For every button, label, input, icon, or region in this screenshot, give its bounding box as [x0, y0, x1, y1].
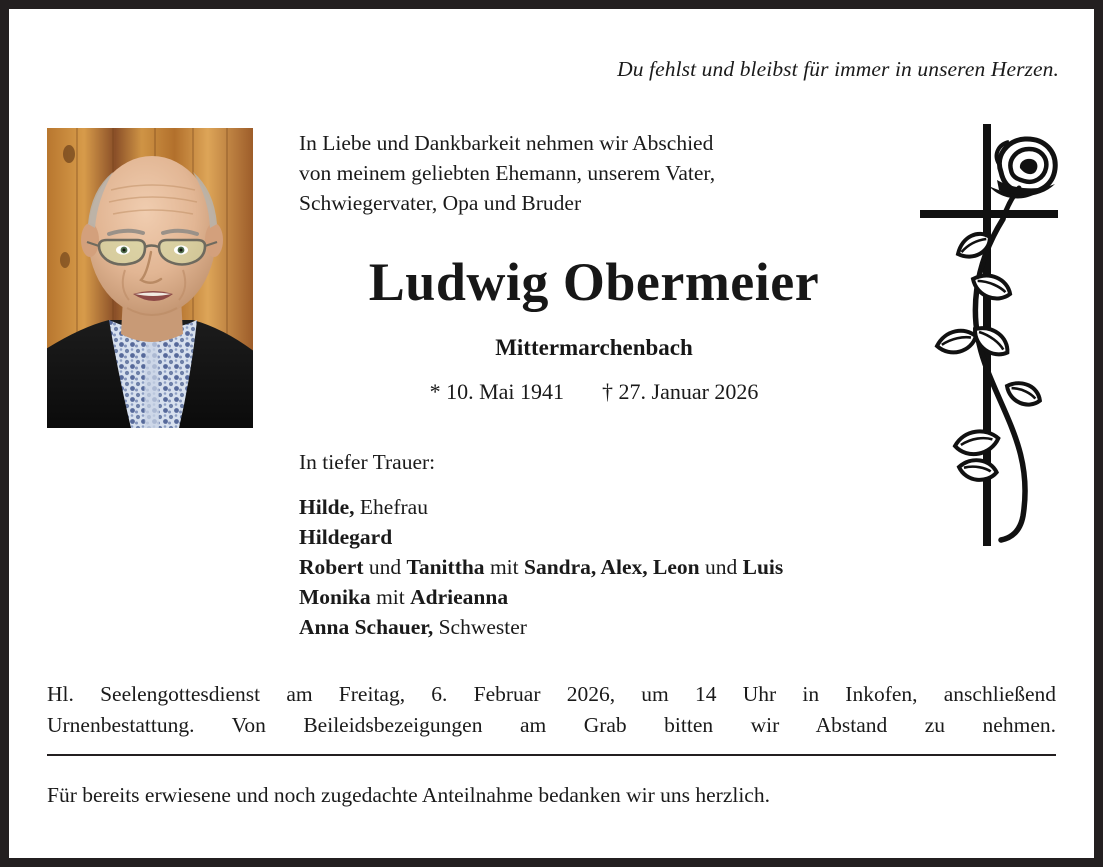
mourner-name: Luis: [742, 555, 784, 579]
divider: [47, 754, 1056, 756]
intro-line-2: von meinem geliebten Ehemann, unserem Vater,: [299, 161, 716, 185]
list-item: [299, 612, 999, 642]
deceased-place: Mittermarchenbach: [495, 335, 693, 360]
mourner-relation: Schwester: [433, 615, 527, 639]
thanks-text: Für bereits erwiesene und noch zugedachte Anteilnahme bedanken wir uns herzlich.: [47, 783, 770, 807]
mourner-conjunction: mit: [484, 555, 524, 579]
mourning-header: In tiefer Trauer:: [299, 450, 436, 474]
mourner-name: Robert: [299, 555, 364, 579]
list-item: [299, 552, 999, 582]
intro-line-1: In Liebe und Dankbarkeit nehmen wir Abschied: [299, 131, 714, 155]
service-line-1: Hl. Seelengottesdienst am Freitag, 6. Februar 2026, um 14 Uhr in Inkofen, anschließend: [47, 682, 1056, 706]
cross-with-rose-icon: [915, 124, 1065, 546]
list-item: [299, 492, 999, 522]
mourner-conjunction: mit: [370, 585, 411, 609]
birth-date: * 10. Mai 1941: [429, 379, 565, 404]
intro-text: [299, 128, 909, 218]
service-line-2: Urnenbestattung. Von Beileidsbezeigungen am Grab bitten wir Abstand zu nehmen.: [47, 713, 1056, 737]
mourner-name: Adrieanna: [410, 585, 509, 609]
service-details: [47, 679, 1056, 741]
mourner-relation: Ehefrau: [354, 495, 428, 519]
mourner-conjunction: und: [699, 555, 743, 579]
deceased-name: Ludwig Obermeier: [368, 252, 820, 312]
mourner-name: Tanittha: [406, 555, 485, 579]
life-dates: [299, 379, 889, 405]
list-item: [299, 582, 999, 612]
mourners-list: [299, 492, 999, 642]
mourner-name: Sandra, Alex, Leon: [523, 555, 700, 579]
mourner-name: Hilde,: [299, 495, 355, 519]
mourner-name: Anna Schauer,: [299, 615, 434, 639]
intro-line-3: Schwiegervater, Opa und Bruder: [299, 191, 582, 215]
memorial-quote: Du fehlst und bleibst für immer in unseren Herzen.: [617, 57, 1059, 81]
list-item: [299, 522, 999, 552]
mourner-name: Monika: [299, 585, 371, 609]
mourner-name: Hildegard: [299, 525, 393, 549]
death-date: † 27. Januar 2026: [602, 379, 759, 404]
mourner-conjunction: und: [363, 555, 407, 579]
portrait-photo: [47, 128, 253, 428]
